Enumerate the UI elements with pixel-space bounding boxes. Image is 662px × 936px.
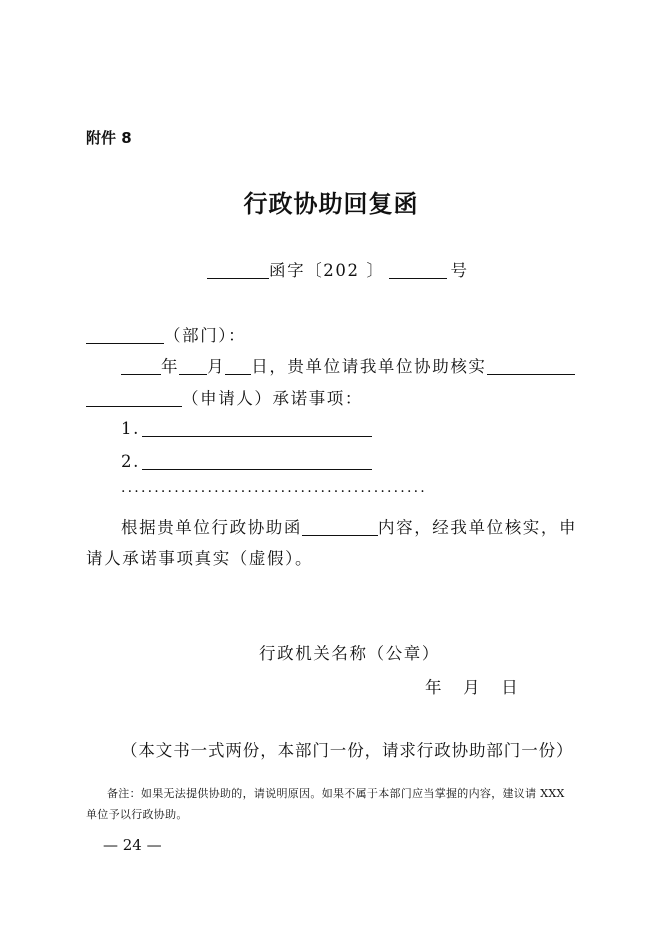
applicant-suffix: （申请人）承诺事项： <box>182 389 363 408</box>
document-title: 行政协助回复函 <box>243 189 419 218</box>
ref-middle-text: 函字〔202 〕 <box>269 261 385 280</box>
item-number: 1. <box>121 419 140 438</box>
paragraph2-prefix: 根据贵单位行政协助函 <box>121 518 302 537</box>
letter-content-blank <box>302 517 378 536</box>
attachment-label: 附件 8 <box>86 129 132 147</box>
paragraph1-line2 <box>86 385 363 409</box>
copies-note: （本文书一式两份，本部门一份，请求行政协助部门一份） <box>121 741 574 760</box>
reference-line <box>207 257 469 281</box>
ref-number-blank <box>389 260 447 279</box>
list-item <box>121 451 372 471</box>
year-label: 年 <box>161 357 180 376</box>
paragraph2-suffix: 内容，经我单位核实，申 <box>378 518 578 537</box>
page-number: — 24 — <box>103 836 162 854</box>
month-blank <box>179 356 207 375</box>
day-text: 日，贵单位请我单位协助核实 <box>251 357 487 376</box>
date-day-label: 日 <box>501 678 520 697</box>
item-blank <box>142 418 372 437</box>
applicant-blank <box>86 388 182 407</box>
verify-target-blank <box>487 356 575 375</box>
signature-date <box>425 674 519 698</box>
ref-suffix-text: 号 <box>450 261 469 280</box>
item-blank <box>142 451 372 470</box>
date-month-label: 月 <box>463 678 482 697</box>
ellipsis-line: .............................................. <box>121 480 427 496</box>
paragraph2-line2: 请人承诺事项真实（虚假）。 <box>86 549 314 568</box>
addressee-line <box>86 322 246 346</box>
day-blank <box>225 356 251 375</box>
month-label: 月 <box>207 357 226 376</box>
ref-prefix-blank <box>207 260 269 279</box>
list-item <box>121 418 372 438</box>
item-number: 2. <box>121 452 140 471</box>
date-year-label: 年 <box>425 678 444 697</box>
year-blank <box>121 356 161 375</box>
addressee-suffix: （部门）： <box>164 326 247 345</box>
remark-line1: 备注：如果无法提供协助的，请说明原因。如果不属于本部门应当掌握的内容，建议请 XXX <box>107 787 565 800</box>
paragraph2-line1 <box>121 514 577 538</box>
remark-line2: 单位予以行政协助。 <box>86 808 188 821</box>
signature-org: 行政机关名称（公章） <box>259 644 440 663</box>
department-blank <box>86 325 164 344</box>
paragraph1-line1 <box>121 353 575 377</box>
